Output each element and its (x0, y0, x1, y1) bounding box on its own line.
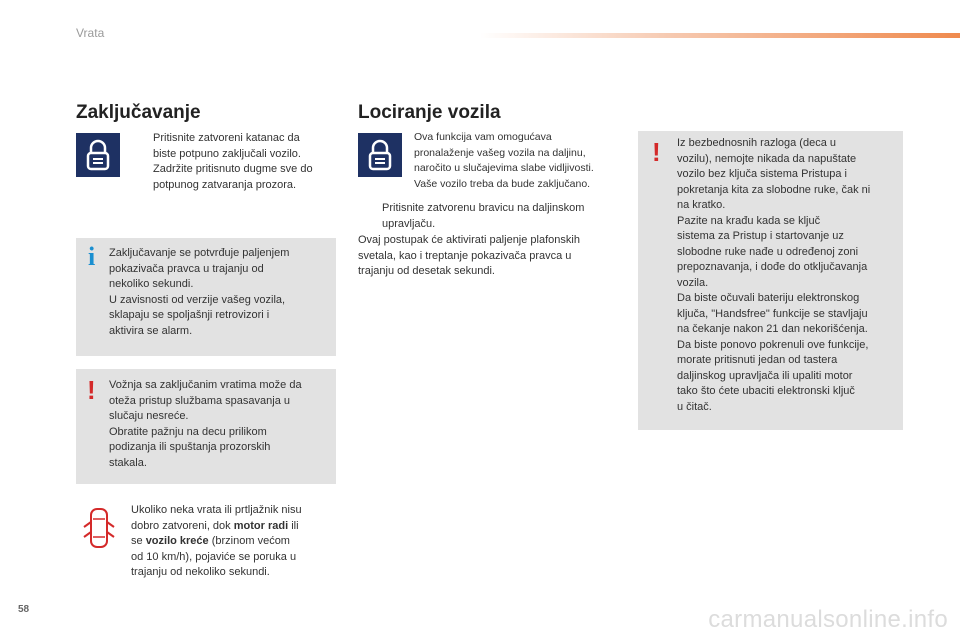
info-box (76, 238, 336, 356)
warning-exclamation-icon: ! (652, 137, 661, 167)
door-open-note: Ukoliko neka vrata ili prtljažnik nisu dobro zatvoreni, dok motor radi ili se vozilo kreće (brzinom većom od 10 km/h), pojaviće se poruka u trajanju od nekoliko sekundi. (131, 504, 302, 578)
watermark: carmanualsonline.info (708, 606, 948, 633)
warning-box-keyless (638, 131, 903, 430)
warning-box-keyless-text: Iz bezbednosnih razloga (deca u vozilu), nemojte nikada da napuštate vozilo bez ključa sistema Pristupa i pokretanja kita za slobodne ruke, čak ni na kratko. Pazite na krađu kada se ključ sistema za Pristup i startovanje uz slobodne ruke nađe u određenoj zoni prepoznavanja, i dođe do otključavanja vozila. Da biste očuvali bateriju elektronskog ključa, "Handsfree" funkcije se stavljaju na čekanje nakon 21 dan nekorišćenja. Da biste ponovo pokrenuli ove funkcije, morate pritisnuti jedan od tastera daljinskog upravljača ili upaliti motor tako što ćete ubaciti elektronski ključ u čitač. (677, 137, 871, 413)
warning-box-driving (76, 369, 336, 484)
locating-result: Ovaj postupak će aktivirati paljenje plafonskih svetala, kao i treptanje pokazivača pravca u trajanju od desetak sekundi. (358, 234, 580, 277)
warning-exclamation-icon: ! (87, 375, 96, 405)
page-number: 58 (18, 604, 30, 615)
lock-closed-icon (358, 133, 402, 177)
locating-instruction: Pritisnite zatvorenu bravicu na daljinskom upravljaču. (382, 202, 585, 230)
info-box-text: Zaključavanje se potvrđuje paljenjem pokazivača pravca u trajanju od nekoliko sekundi. U zavisnosti od verzije vašeg vozila, sklapaju se spoljašnji retrovizori i aktivira se alarm. (109, 247, 290, 337)
car-doors-open-icon (82, 505, 116, 551)
locking-instruction: Pritisnite zatvoreni katanac da biste potpuno zaključali vozilo. Zadržite pritisnuto dugme sve do potpunog zatvaranja prozora. (153, 132, 313, 191)
lock-closed-icon (76, 133, 120, 177)
warning-box-driving-text: Vožnja sa zaključanim vratima može da oteža pristup službama spasavanja u slučaju nesreće. Obratite pažnju na decu prilikom podizanja ili spuštanja prozorskih stakala. (109, 379, 302, 469)
section-title-locking: Zaključavanje (76, 102, 201, 123)
chapter-title: Vrata (76, 26, 105, 40)
section-title-locating: Lociranje vozila (358, 102, 501, 123)
header-accent-bar (480, 33, 960, 38)
info-icon: i (88, 242, 96, 271)
locating-intro: Ova funkcija vam omogućava pronalaženje vašeg vozila na daljinu, naročito u slučajevima slabe vidljivosti. Vaše vozilo treba da bude zaključano. (414, 131, 594, 190)
